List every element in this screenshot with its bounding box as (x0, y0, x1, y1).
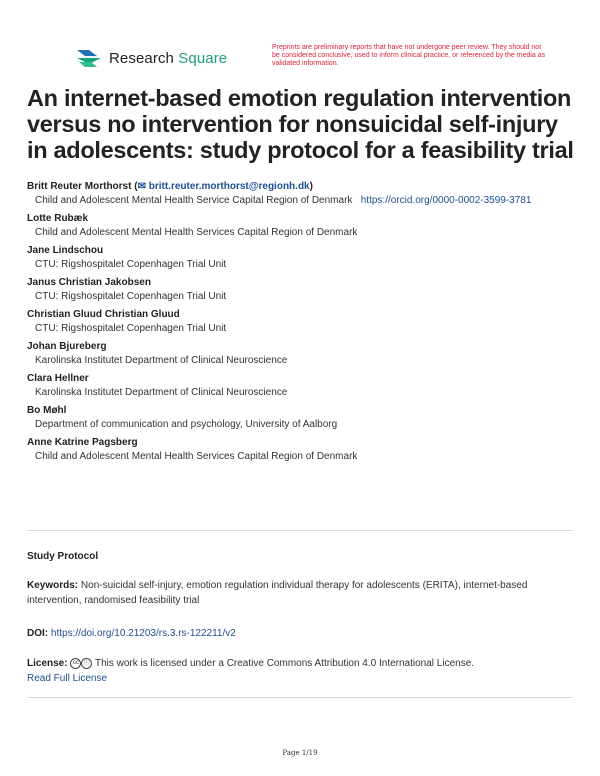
author-name: Bo Møhl (27, 405, 67, 416)
mail-icon: ✉ (137, 181, 146, 192)
author-affiliation: CTU: Rigshospitalet Copenhagen Trial Unit (35, 291, 227, 302)
author-email-link[interactable] (138, 181, 310, 192)
doi-link[interactable]: https://doi.org/10.21203/rs.3.rs-122211/v2 (50, 628, 236, 639)
author-name: Britt Reuter Morthorst (✉ britt.reuter.morthorst@regionh.dk) (27, 181, 313, 192)
preprint-disclaimer: Preprints are preliminary reports that have not undergone peer review. They should not be considered conclusive, used to inform clinical practice, or referenced by the media as validated information. (272, 44, 546, 67)
by-icon: ⓘ (81, 658, 92, 669)
research-square-logo-icon (75, 47, 103, 69)
author-name: Lotte Rubæk (27, 213, 89, 224)
keywords-text: Non-suicidal self-injury, emotion regulation individual therapy for adolescents (ERITA), internet-based intervention, randomised feasibility trial (27, 580, 528, 606)
author-affiliation: CTU: Rigshospitalet Copenhagen Trial Unit (35, 323, 227, 334)
license-label: License: (27, 658, 68, 669)
author-name: Jane Lindschou (27, 245, 104, 256)
author-name: Johan Bjureberg (27, 341, 107, 352)
author-affiliation: Child and Adolescent Mental Health Services Capital Region of Denmark (35, 227, 358, 238)
author-affiliation: Karolinska Institutet Department of Clinical Neuroscience (35, 355, 288, 366)
paper-title: An internet-based emotion regulation intervention versus no intervention for nonsuicidal self-injury in adolescents: study protocol for a feasibility trial (27, 85, 574, 163)
page-number: Page 1/19 (282, 749, 318, 757)
author-affiliation: Department of communication and psychology, University of Aalborg (35, 419, 338, 430)
doi-label: DOI: (27, 628, 49, 639)
cc-icon: cc (70, 658, 81, 669)
article-type (27, 549, 577, 564)
author-list (27, 180, 577, 468)
author-name: Clara Hellner (27, 373, 89, 384)
section-divider (27, 697, 573, 698)
research-square-logo[interactable] (75, 47, 227, 69)
logo-text-square: Square (178, 49, 228, 67)
doi-section (27, 626, 577, 641)
article-type-label: Study Protocol (27, 551, 99, 562)
author-name-text: Britt Reuter Morthorst (27, 181, 132, 192)
affiliation-text: Child and Adolescent Mental Health Service Capital Region of Denmark (35, 195, 353, 206)
author-affiliation (27, 194, 577, 208)
author-affiliation: Child and Adolescent Mental Health Services Capital Region of Denmark (35, 451, 358, 462)
author-name: Anne Katrine Pagsberg (27, 437, 138, 448)
logo-wordmark (109, 50, 227, 67)
author-email[interactable]: britt.reuter.morthorst@regionh.dk (148, 181, 310, 192)
orcid-link[interactable]: https://orcid.org/0000-0002-3599-3781 (360, 195, 532, 206)
author-affiliation: CTU: Rigshospitalet Copenhagen Trial Unit (35, 259, 227, 270)
author-name: Janus Christian Jakobsen (27, 277, 151, 288)
author-affiliation: Karolinska Institutet Department of Clinical Neuroscience (35, 387, 288, 398)
logo-text-research: Research (109, 49, 174, 67)
keywords-label: Keywords: (27, 580, 79, 591)
read-full-license-link[interactable]: Read Full License (27, 673, 108, 684)
section-divider (27, 530, 573, 531)
author-name: Christian Gluud Christian Gluud (27, 309, 180, 320)
license-section (27, 656, 577, 686)
keywords-section (27, 578, 577, 608)
license-text: This work is licensed under a Creative Commons Attribution 4.0 International License. (94, 658, 475, 669)
